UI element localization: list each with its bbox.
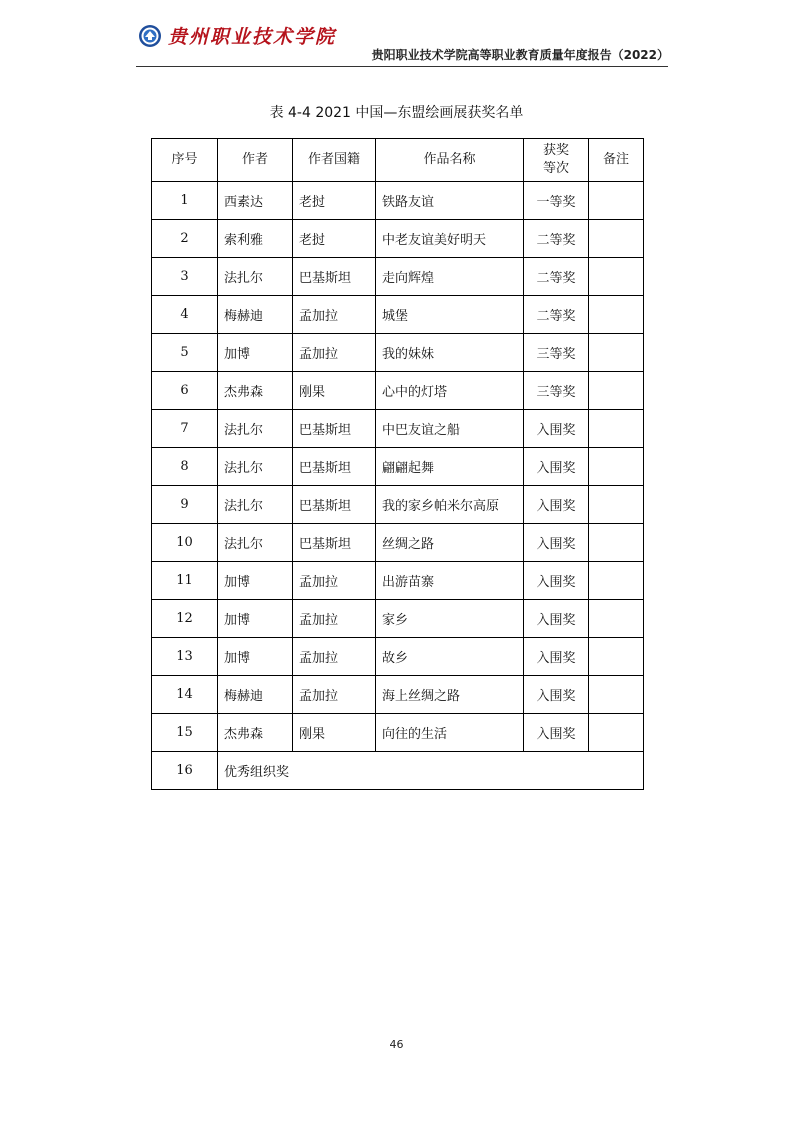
cell-author: 法扎尔 [218, 486, 293, 524]
cell-work: 海上丝绸之路 [376, 676, 524, 714]
cell-nationality: 孟加拉 [293, 676, 376, 714]
cell-remark [589, 334, 644, 372]
cell-award: 入围奖 [524, 638, 589, 676]
cell-work: 丝绸之路 [376, 524, 524, 562]
cell-author: 法扎尔 [218, 410, 293, 448]
header-nationality: 作者国籍 [293, 139, 376, 182]
header-award-line2: 等次 [542, 161, 569, 176]
cell-no: 10 [152, 524, 218, 562]
table-row [152, 410, 644, 448]
header-work: 作品名称 [376, 139, 524, 182]
cell-remark [589, 524, 644, 562]
table-header-row [152, 139, 644, 182]
cell-nationality: 刚果 [293, 714, 376, 752]
cell-author: 梅赫迪 [218, 296, 293, 334]
table-row [152, 638, 644, 676]
cell-work: 走向辉煌 [376, 258, 524, 296]
cell-work: 心中的灯塔 [376, 372, 524, 410]
cell-award: 一等奖 [524, 182, 589, 220]
cell-award: 入围奖 [524, 448, 589, 486]
cell-remark [589, 714, 644, 752]
cell-author: 加博 [218, 600, 293, 638]
cell-author: 加博 [218, 562, 293, 600]
table-caption: 表 4-4 2021 中国—东盟绘画展获奖名单 [269, 105, 524, 121]
page-number: 46 [389, 1038, 404, 1051]
table-row [152, 600, 644, 638]
table-row [152, 486, 644, 524]
cell-award: 入围奖 [524, 562, 589, 600]
table-row [152, 296, 644, 334]
awards-table [151, 138, 644, 790]
cell-no: 15 [152, 714, 218, 752]
cell-no: 16 [152, 752, 218, 790]
report-title: 贵阳职业技术学院高等职业教育质量年度报告（2022） [371, 48, 669, 62]
cell-award: 入围奖 [524, 676, 589, 714]
cell-remark [589, 296, 644, 334]
cell-nationality: 孟加拉 [293, 600, 376, 638]
cell-no: 13 [152, 638, 218, 676]
cell-author: 杰弗森 [218, 372, 293, 410]
cell-no: 11 [152, 562, 218, 600]
cell-organization-award: 优秀组织奖 [218, 752, 644, 790]
table-body [152, 182, 644, 790]
table-row [152, 334, 644, 372]
cell-author: 杰弗森 [218, 714, 293, 752]
cell-award: 二等奖 [524, 258, 589, 296]
cell-award: 二等奖 [524, 220, 589, 258]
header-author: 作者 [218, 139, 293, 182]
cell-no: 9 [152, 486, 218, 524]
cell-nationality: 巴基斯坦 [293, 410, 376, 448]
cell-remark [589, 676, 644, 714]
cell-award: 三等奖 [524, 372, 589, 410]
cell-author: 法扎尔 [218, 258, 293, 296]
cell-nationality: 刚果 [293, 372, 376, 410]
header-divider [136, 66, 668, 67]
cell-nationality: 巴基斯坦 [293, 448, 376, 486]
header-award-line1: 获奖 [542, 143, 569, 158]
cell-work: 城堡 [376, 296, 524, 334]
cell-nationality: 孟加拉 [293, 296, 376, 334]
cell-award: 入围奖 [524, 524, 589, 562]
cell-work: 我的家乡帕米尔高原 [376, 486, 524, 524]
cell-no: 4 [152, 296, 218, 334]
cell-no: 2 [152, 220, 218, 258]
table-row [152, 372, 644, 410]
cell-no: 12 [152, 600, 218, 638]
cell-remark [589, 562, 644, 600]
cell-no: 7 [152, 410, 218, 448]
cell-remark [589, 448, 644, 486]
table-row [152, 258, 644, 296]
cell-nationality: 巴基斯坦 [293, 486, 376, 524]
header-award [524, 139, 589, 182]
cell-remark [589, 410, 644, 448]
cell-no: 8 [152, 448, 218, 486]
cell-work: 我的妹妹 [376, 334, 524, 372]
cell-no: 5 [152, 334, 218, 372]
table-row [152, 676, 644, 714]
cell-award: 二等奖 [524, 296, 589, 334]
header-remark: 备注 [589, 139, 644, 182]
cell-nationality: 巴基斯坦 [293, 258, 376, 296]
cell-work: 翩翩起舞 [376, 448, 524, 486]
table-row-organization-award [152, 752, 644, 790]
table-row [152, 714, 644, 752]
cell-no: 14 [152, 676, 218, 714]
cell-award: 入围奖 [524, 486, 589, 524]
cell-work: 铁路友谊 [376, 182, 524, 220]
cell-author: 加博 [218, 638, 293, 676]
cell-nationality: 孟加拉 [293, 562, 376, 600]
cell-author: 法扎尔 [218, 448, 293, 486]
college-name-logo: 贵州职业技术学院 [168, 26, 337, 48]
cell-work: 故乡 [376, 638, 524, 676]
cell-remark [589, 372, 644, 410]
page-header [0, 0, 793, 72]
cell-nationality: 老挝 [293, 182, 376, 220]
cell-remark [589, 638, 644, 676]
table-row [152, 448, 644, 486]
cell-remark [589, 220, 644, 258]
cell-remark [589, 600, 644, 638]
cell-remark [589, 182, 644, 220]
cell-author: 法扎尔 [218, 524, 293, 562]
cell-work: 出游苗寨 [376, 562, 524, 600]
cell-author: 梅赫迪 [218, 676, 293, 714]
cell-no: 6 [152, 372, 218, 410]
cell-nationality: 巴基斯坦 [293, 524, 376, 562]
cell-award: 入围奖 [524, 714, 589, 752]
table-row [152, 562, 644, 600]
table-row [152, 524, 644, 562]
cell-nationality: 孟加拉 [293, 334, 376, 372]
header-no: 序号 [152, 139, 218, 182]
cell-work: 中老友谊美好明天 [376, 220, 524, 258]
cell-work: 向往的生活 [376, 714, 524, 752]
cell-author: 西素达 [218, 182, 293, 220]
cell-work: 家乡 [376, 600, 524, 638]
cell-work: 中巴友谊之船 [376, 410, 524, 448]
cell-award: 三等奖 [524, 334, 589, 372]
cell-no: 1 [152, 182, 218, 220]
cell-nationality: 孟加拉 [293, 638, 376, 676]
cell-author: 索利雅 [218, 220, 293, 258]
table-row [152, 220, 644, 258]
cell-remark [589, 486, 644, 524]
cell-award: 入围奖 [524, 410, 589, 448]
cell-award: 入围奖 [524, 600, 589, 638]
cell-nationality: 老挝 [293, 220, 376, 258]
cell-no: 3 [152, 258, 218, 296]
cell-remark [589, 258, 644, 296]
college-emblem-icon [138, 24, 162, 48]
table-row [152, 182, 644, 220]
cell-author: 加博 [218, 334, 293, 372]
